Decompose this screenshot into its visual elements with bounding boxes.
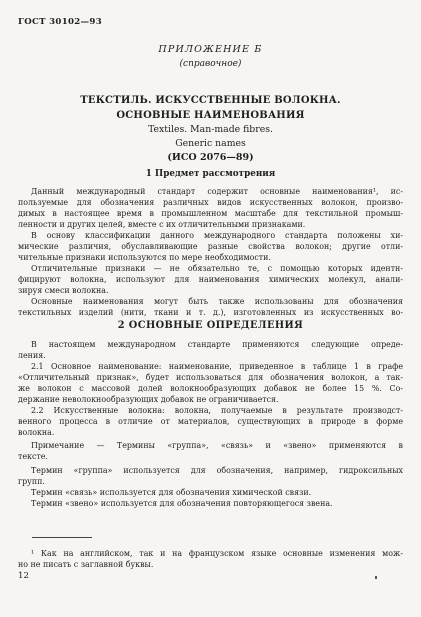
note-line: Термин «группа» используется для обозначения, например, гидроксильных [31, 466, 403, 475]
paragraph-line: держание неволокнообразующих добавок не ограничивается. [18, 395, 279, 404]
paragraph-line: зируя смеси волокна. [18, 286, 109, 295]
section-1-heading: 1 Предмет рассмотрения [145, 169, 276, 179]
paragraph-line: чительные признаки используются по мере необходимости. [18, 253, 271, 262]
paragraph-line: 2.1 Основное наименование: наименование, приведенное в таблице 1 в графе [31, 362, 403, 371]
paragraph-line: фицируют волокна, используют для наименования химических молекул, анали- [18, 275, 403, 284]
paragraph-line: волокна. [18, 428, 55, 437]
paragraph-line: же волокон с массовой долей волокнообразующих добавок не более 15 %. Со- [18, 384, 403, 393]
paragraph-line: текстильных изделий (нити, ткани и т. д.), изготовленных из искусственных во- [18, 308, 403, 317]
iso-reference: (ИСО 2076—89) [167, 152, 254, 163]
paragraph-line: мические различия, обуславливающие разные свойства волокон; другие отли- [18, 242, 403, 251]
paragraph-line: Отличительные признаки — не обязательно те, с помощью которых идентн- [31, 264, 403, 273]
paragraph-line: 2.2 Искусственные волокна: волокна, получаемые в результате производст- [31, 406, 403, 415]
footnote-divider [32, 537, 92, 538]
note-line: Термин «звено» используется для обозначения повторяющегося звена. [31, 499, 333, 508]
paragraph-line: В основу классификации данного международного стандарта положены хи- [31, 231, 403, 240]
paragraph-line: Основные наименования могут быть также использованы для обозначения [31, 297, 403, 306]
paragraph-line: димых в настоящее время в промышленном масштабе для текстильной промыш- [18, 209, 403, 218]
standard-title-line-2: ОСНОВНЫЕ НАИМЕНОВАНИЯ [116, 110, 305, 121]
note-line: Примечание — Термины «группа», «связь» и «звено» применяются в [31, 441, 403, 450]
english-title-line-2: Generic names [175, 138, 246, 149]
paragraph-line: Данный международный стандарт содержит основные наименования¹, ис- [31, 187, 403, 196]
appendix-subtitle: (справочное) [179, 59, 242, 69]
note-line: Термин «связь» используется для обозначения химической связи. [31, 488, 312, 497]
note-line: тексте. [18, 452, 48, 461]
note-line: групп. [18, 477, 45, 486]
paragraph-line: ления. [18, 351, 46, 360]
footnote-line: ¹ Как на английском, так и на французском языке основные изменения мож- [31, 549, 403, 558]
english-title-line-1: Textiles. Man-made fibres. [148, 124, 273, 135]
paragraph-line: пользуемые для обозначения различных видов искусственных волокон, произво- [18, 198, 403, 207]
paragraph-line: В настоящем международном стандарте применяются следующие опреде- [31, 340, 403, 349]
paragraph-line: венного процесса в отличие от материалов, существующих в природе в форме [18, 417, 403, 426]
scan-mark [375, 576, 377, 579]
footnote-line: но не писать с заглавной буквы. [18, 560, 154, 569]
document-code: ГОСТ 30102—93 [18, 17, 102, 27]
page-number: 12 [18, 571, 29, 581]
section-2-heading: 2 ОСНОВНЫЕ ОПРЕДЕЛЕНИЯ [117, 320, 304, 331]
appendix-title: ПРИЛОЖЕНИЕ Б [158, 44, 263, 55]
paragraph-line: «Отличительный признак», будет использоваться для обозначения волокон, а так- [18, 373, 403, 382]
standard-title-line-1: ТЕКСТИЛЬ. ИСКУССТВЕННЫЕ ВОЛОКНА. [80, 95, 341, 106]
paragraph-line: ленности и других целей, вместе с их отличительными признаками. [18, 220, 306, 229]
